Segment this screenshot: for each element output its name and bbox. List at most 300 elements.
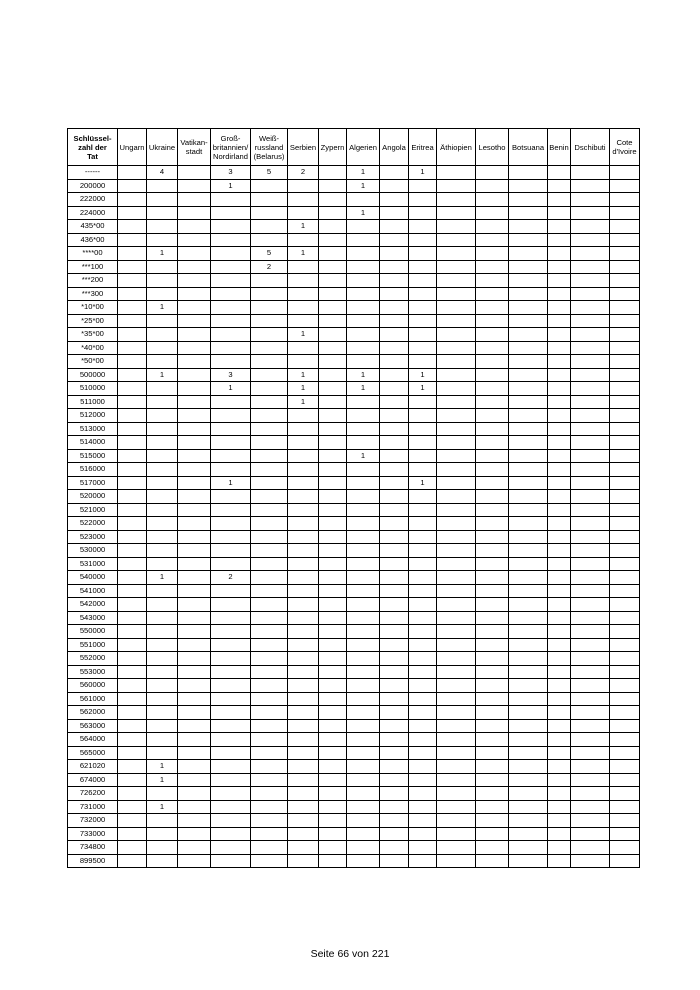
table-cell [437,395,476,409]
table-cell [548,517,571,531]
table-cell [548,719,571,733]
table-cell [437,719,476,733]
table-cell [610,706,640,720]
table-cell [251,368,288,382]
table-cell [437,692,476,706]
table-cell [476,746,509,760]
table-cell [548,652,571,666]
table-cell [610,287,640,301]
table-cell [437,220,476,234]
row-key-cell: 436*00 [68,233,118,247]
table-cell [288,544,319,558]
table-cell [288,692,319,706]
table-cell [178,274,211,288]
row-key-cell: 517000 [68,476,118,490]
table-row [68,800,640,814]
table-cell [251,800,288,814]
table-cell [319,557,347,571]
table-cell [571,598,610,612]
table-row [68,368,640,382]
table-cell [118,557,147,571]
table-cell [178,584,211,598]
table-cell [347,625,380,639]
table-cell [118,233,147,247]
table-cell [251,787,288,801]
table-cell [178,287,211,301]
table-cell [509,368,548,382]
table-cell [147,274,178,288]
table-cell [178,598,211,612]
table-cell [509,557,548,571]
table-cell [610,530,640,544]
table-row [68,584,640,598]
table-cell [437,652,476,666]
table-cell [319,584,347,598]
table-cell: 1 [288,328,319,342]
column-header: Angola [380,129,409,166]
table-cell: 1 [347,166,380,180]
table-cell [347,814,380,828]
table-cell [347,233,380,247]
row-key-cell: ------ [68,166,118,180]
table-cell [118,517,147,531]
table-cell [319,706,347,720]
table-cell [288,517,319,531]
table-cell [251,382,288,396]
table-row [68,854,640,868]
table-cell [347,679,380,693]
table-cell [251,341,288,355]
table-row [68,166,640,180]
table-cell [610,368,640,382]
table-cell [251,355,288,369]
table-cell [409,719,437,733]
table-cell [178,814,211,828]
table-cell [147,436,178,450]
table-cell [211,719,251,733]
table-cell [319,652,347,666]
table-cell [147,584,178,598]
table-cell: 3 [211,166,251,180]
table-cell [380,341,409,355]
table-cell [147,193,178,207]
table-cell [147,598,178,612]
table-row [68,328,640,342]
table-cell [437,746,476,760]
table-cell [319,692,347,706]
table-cell [178,314,211,328]
table-cell [610,598,640,612]
table-cell [509,827,548,841]
table-cell [147,733,178,747]
statistics-table [67,128,640,868]
table-cell [178,247,211,261]
table-cell [476,719,509,733]
table-cell [118,476,147,490]
table-cell [118,220,147,234]
table-cell [509,301,548,315]
table-cell [211,436,251,450]
table-cell [571,827,610,841]
table-cell [548,422,571,436]
table-cell [437,233,476,247]
table-cell [288,490,319,504]
table-cell [437,800,476,814]
table-cell: 1 [147,571,178,585]
table-cell [548,355,571,369]
table-cell [437,449,476,463]
row-key-cell: 734800 [68,841,118,855]
table-cell [476,638,509,652]
table-cell [288,733,319,747]
table-cell [211,287,251,301]
table-cell: 1 [409,166,437,180]
table-cell [437,476,476,490]
table-cell [571,476,610,490]
table-cell [319,395,347,409]
table-cell [571,287,610,301]
table-cell [211,557,251,571]
table-cell [147,395,178,409]
table-cell [409,341,437,355]
table-cell [251,841,288,855]
table-cell [211,449,251,463]
table-cell [211,301,251,315]
table-cell [251,544,288,558]
table-cell [509,463,548,477]
table-cell [571,854,610,868]
table-cell [509,517,548,531]
row-key-cell: 511000 [68,395,118,409]
table-cell [211,773,251,787]
table-cell [509,746,548,760]
table-cell [476,530,509,544]
table-cell [409,247,437,261]
table-cell [251,206,288,220]
table-cell [610,314,640,328]
table-cell [548,247,571,261]
column-header: Benin [548,129,571,166]
table-cell [251,422,288,436]
table-cell [548,463,571,477]
table-cell [147,665,178,679]
table-cell [288,625,319,639]
table-cell [548,476,571,490]
table-cell [211,341,251,355]
table-cell [319,179,347,193]
table-cell [571,571,610,585]
table-cell [147,679,178,693]
table-cell [288,557,319,571]
table-row [68,341,640,355]
table-cell [118,841,147,855]
table-row [68,260,640,274]
table-cell [509,625,548,639]
table-cell [548,827,571,841]
table-cell [409,287,437,301]
table-cell [610,179,640,193]
table-cell [380,638,409,652]
table-cell [476,571,509,585]
table-cell [571,544,610,558]
table-cell [147,233,178,247]
table-row [68,679,640,693]
table-row [68,746,640,760]
table-cell [437,409,476,423]
table-cell [347,247,380,261]
table-cell [319,233,347,247]
table-cell [476,274,509,288]
table-cell [409,692,437,706]
table-cell [147,260,178,274]
table-cell [509,449,548,463]
table-cell [610,638,640,652]
table-cell [178,368,211,382]
table-cell [178,476,211,490]
row-key-cell: 530000 [68,544,118,558]
row-key-cell: 224000 [68,206,118,220]
table-cell [437,341,476,355]
table-cell [509,382,548,396]
table-cell [319,287,347,301]
table-cell [437,328,476,342]
table-row [68,476,640,490]
table-cell [288,206,319,220]
table-cell [509,409,548,423]
table-cell [548,544,571,558]
table-row [68,652,640,666]
table-cell [347,652,380,666]
table-cell [319,760,347,774]
table-cell [147,692,178,706]
table-cell [288,341,319,355]
row-key-cell: ****00 [68,247,118,261]
table-cell [319,260,347,274]
table-cell [347,733,380,747]
table-cell [319,449,347,463]
table-cell [437,368,476,382]
table-cell [509,598,548,612]
table-cell [571,665,610,679]
table-cell [251,706,288,720]
table-row [68,719,640,733]
table-cell: 1 [409,476,437,490]
table-cell [409,328,437,342]
table-cell [211,827,251,841]
table-cell [211,665,251,679]
table-cell [118,800,147,814]
table-cell [509,800,548,814]
table-cell [509,476,548,490]
table-cell [571,247,610,261]
table-cell [437,571,476,585]
table-cell [118,679,147,693]
table-cell [178,179,211,193]
table-cell [380,449,409,463]
table-cell [437,436,476,450]
table-cell [476,517,509,531]
column-header: Eritrea [409,129,437,166]
table-cell [610,260,640,274]
table-cell [178,733,211,747]
page-number: Seite 66 von 221 [310,948,390,960]
table-row [68,638,640,652]
table-cell [288,706,319,720]
table-cell [548,301,571,315]
table-cell [319,422,347,436]
table-cell [251,490,288,504]
table-cell: 1 [288,368,319,382]
table-cell [610,665,640,679]
table-cell [509,611,548,625]
row-key-cell: 551000 [68,638,118,652]
table-cell [409,395,437,409]
table-cell [288,665,319,679]
table-cell [571,503,610,517]
table-cell [548,760,571,774]
table-cell [118,746,147,760]
table-cell [571,449,610,463]
row-key-cell: 515000 [68,449,118,463]
table-cell [476,625,509,639]
table-cell [571,787,610,801]
table-row [68,611,640,625]
table-cell [347,665,380,679]
table-cell [571,314,610,328]
table-cell [347,490,380,504]
table-cell [319,328,347,342]
header-row [68,129,640,166]
table-row [68,490,640,504]
table-cell [319,787,347,801]
table-cell [571,166,610,180]
table-cell [437,166,476,180]
table-cell [409,584,437,598]
table-cell [509,760,548,774]
table-cell [380,368,409,382]
table-body [68,166,640,868]
table-cell [118,422,147,436]
table-cell [409,355,437,369]
table-cell [380,746,409,760]
table-cell [437,544,476,558]
table-cell [288,760,319,774]
table-cell [319,665,347,679]
table-cell [509,652,548,666]
table-cell [319,625,347,639]
table-cell [476,355,509,369]
table-cell [571,463,610,477]
table-cell [380,476,409,490]
row-key-cell: 565000 [68,746,118,760]
table-row [68,841,640,855]
table-cell [509,503,548,517]
table-cell [347,422,380,436]
table-cell [319,854,347,868]
table-cell [548,706,571,720]
table-cell [509,179,548,193]
table-cell [610,827,640,841]
table-cell [548,679,571,693]
table-cell [178,517,211,531]
table-cell [610,409,640,423]
table-cell [571,814,610,828]
table-cell [409,179,437,193]
table-cell [178,341,211,355]
table-cell [571,800,610,814]
table-cell [178,463,211,477]
table-cell [409,490,437,504]
table-cell [288,274,319,288]
table-cell [476,692,509,706]
table-cell [147,179,178,193]
table-cell [211,503,251,517]
table-cell [437,422,476,436]
table-cell [288,787,319,801]
table-cell [251,773,288,787]
table-cell [548,557,571,571]
column-header: Äthiopien [437,129,476,166]
table-cell [118,787,147,801]
table-cell [476,436,509,450]
table-cell [509,422,548,436]
table-cell [380,328,409,342]
table-cell [571,436,610,450]
table-cell [347,706,380,720]
table-cell [380,733,409,747]
table-cell [409,436,437,450]
table-cell [118,409,147,423]
table-cell: 2 [251,260,288,274]
table-cell [118,368,147,382]
table-cell [548,787,571,801]
table-cell [409,206,437,220]
table-cell: 1 [147,773,178,787]
table-cell [437,355,476,369]
row-key-cell: 521000 [68,503,118,517]
table-cell [548,733,571,747]
table-cell [610,787,640,801]
row-key-cell: 553000 [68,665,118,679]
table-cell [178,355,211,369]
table-cell [251,827,288,841]
table-cell [118,638,147,652]
table-cell [319,773,347,787]
table-cell [476,854,509,868]
table-cell [147,382,178,396]
table-cell [571,733,610,747]
table-cell [147,544,178,558]
table-cell [178,692,211,706]
table-cell [409,827,437,841]
table-cell [251,679,288,693]
table-cell [548,841,571,855]
table-cell [319,166,347,180]
table-cell [347,557,380,571]
table-cell [548,746,571,760]
table-cell [147,503,178,517]
table-cell [118,611,147,625]
table-cell: 1 [147,368,178,382]
table-cell [288,314,319,328]
table-cell [548,854,571,868]
table-cell [610,301,640,315]
table-cell [380,692,409,706]
table-cell [347,611,380,625]
table-cell [571,328,610,342]
table-cell: 5 [251,166,288,180]
table-cell [476,220,509,234]
